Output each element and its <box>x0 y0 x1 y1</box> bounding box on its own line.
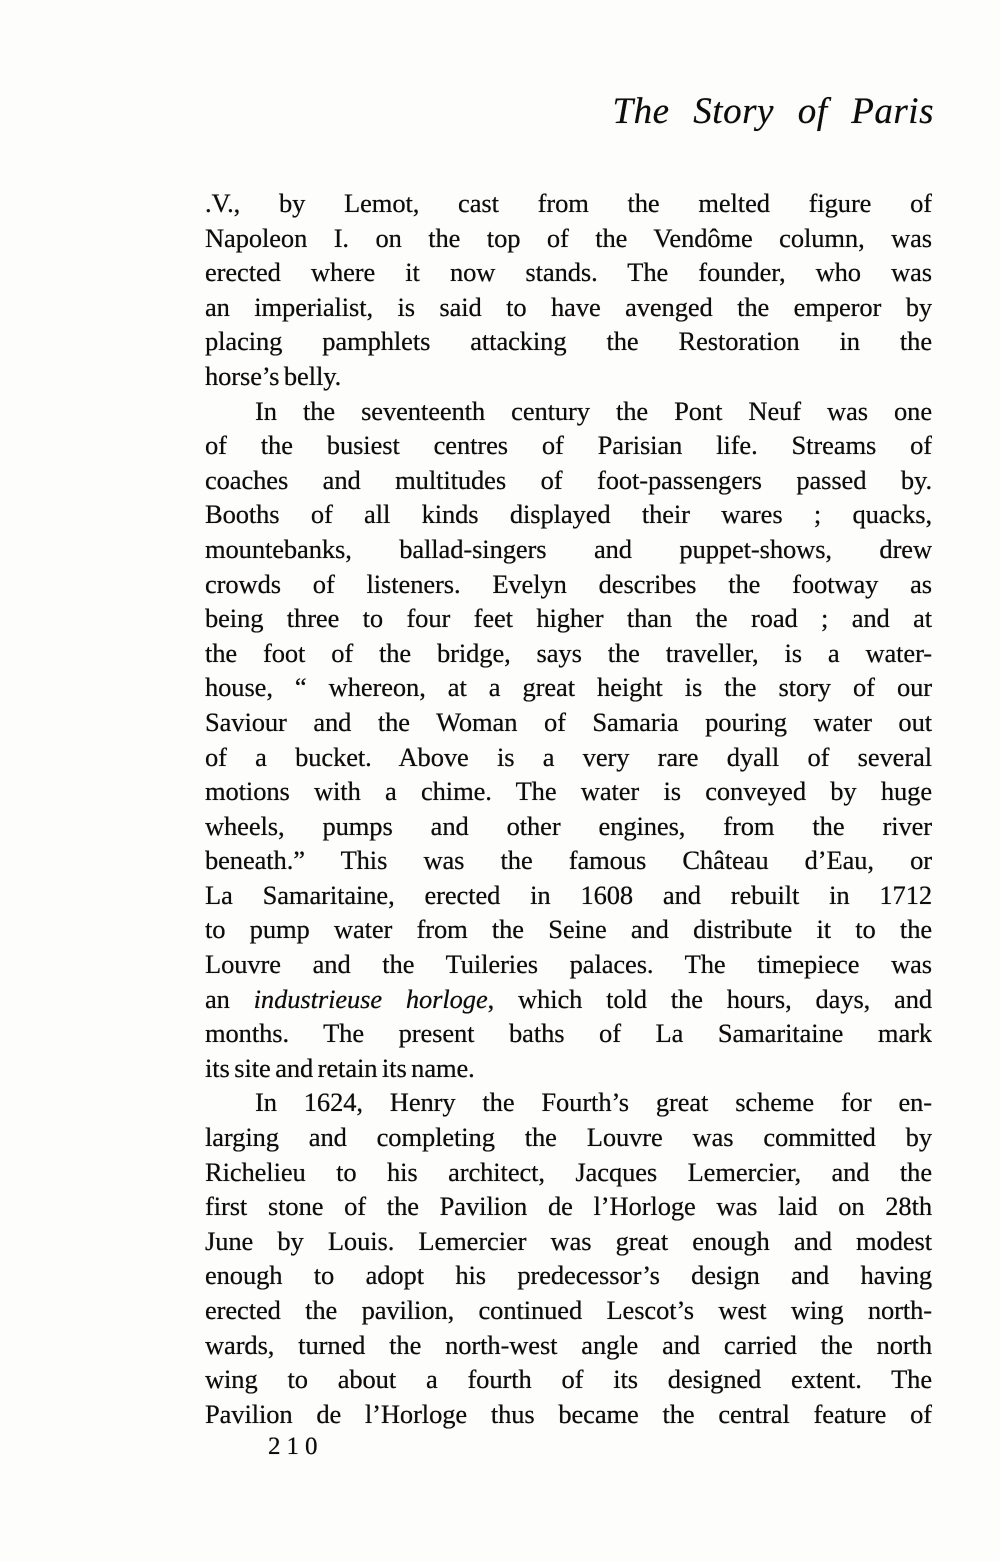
text-line <box>205 290 932 325</box>
text-run: In the seventeenth century the Pont Neuf was one <box>255 395 932 426</box>
text-line <box>205 394 932 429</box>
text-line <box>205 1016 932 1051</box>
body-text <box>205 186 932 1431</box>
text-run: larging and completing the Louvre was committed by <box>205 1122 932 1153</box>
text-run: being three to four feet higher than the road ; and at <box>205 603 932 634</box>
text-line <box>205 567 932 602</box>
text-line <box>205 1085 932 1120</box>
text-run: Booths of all kinds displayed their wares ; quacks, <box>205 499 932 530</box>
text-line <box>205 463 932 498</box>
text-line <box>205 186 932 221</box>
text-run: June by Louis. Lemercier was great enough and modest <box>205 1225 932 1256</box>
text-line <box>205 324 932 359</box>
paragraph <box>205 1085 932 1431</box>
text-run: motions with a chime. The water is conveyed by huge <box>205 776 932 807</box>
page-number: 210 <box>268 1433 324 1460</box>
text-line <box>205 947 932 982</box>
text-run: an <box>205 983 254 1014</box>
text-run: .V., by Lemot, cast from the melted figure of <box>205 188 932 218</box>
text-line <box>205 1189 932 1224</box>
page-title: The Story of Paris <box>612 91 934 132</box>
running-header <box>613 90 935 134</box>
text-line <box>205 601 932 636</box>
text-run: months. The present baths of La Samaritaine mark <box>205 1018 932 1049</box>
text-run: house, “ whereon, at a great height is the story of our <box>205 672 932 703</box>
italic-phrase: industrieuse horloge <box>253 983 488 1014</box>
text-run: wheels, pumps and other engines, from the river <box>205 810 932 841</box>
text-line <box>205 1155 932 1190</box>
text-line <box>205 1293 932 1328</box>
text-run: Richelieu to his architect, Jacques Lemercier, and the <box>205 1156 932 1187</box>
text-run: In 1624, Henry the Fourth’s great scheme for en- <box>255 1087 932 1118</box>
text-line <box>205 255 932 290</box>
text-run: an imperialist, is said to have avenged the emperor by <box>205 291 932 322</box>
paragraph <box>205 394 932 1086</box>
text-line <box>205 221 932 256</box>
text-run: wards, turned the north-west angle and carried the north <box>205 1329 932 1360</box>
text-run: erected where it now stands. The founder, who was <box>205 257 932 288</box>
text-run: Napoleon I. on the top of the Vendôme column, was <box>205 222 932 253</box>
text-run: La Samaritaine, erected in 1608 and rebuilt in 1712 <box>205 879 932 910</box>
text-run: coaches and multitudes of foot-passengers passed by. <box>205 464 932 495</box>
text-line <box>205 497 932 532</box>
paragraph <box>205 186 932 394</box>
text-run: of a bucket. Above is a very rare dyall of several <box>205 741 932 772</box>
text-line <box>205 1258 932 1293</box>
text-line <box>205 1120 932 1155</box>
text-line <box>205 809 932 844</box>
text-run: beneath.” This was the famous Château d’Eau, or <box>205 845 932 876</box>
text-run: the foot of the bridge, says the traveller, is a water- <box>205 637 932 668</box>
text-run: mountebanks, ballad-singers and puppet-shows, drew <box>205 533 932 564</box>
text-run: its site and retain its name. <box>205 1052 475 1083</box>
text-run: erected the pavilion, continued Lescot’s west wing north- <box>205 1295 932 1325</box>
text-line <box>205 912 932 947</box>
text-line <box>205 1051 932 1086</box>
text-run: of the busiest centres of Parisian life. Streams of <box>205 430 932 461</box>
text-run: first stone of the Pavilion de l’Horloge was laid on 28th <box>205 1191 932 1222</box>
text-run: Louvre and the Tuileries palaces. The timepiece was <box>205 949 932 980</box>
text-run: horse’s belly. <box>205 360 342 391</box>
text-line <box>205 878 932 913</box>
text-line <box>205 359 932 394</box>
text-line <box>205 774 932 809</box>
text-line <box>205 636 932 671</box>
text-line <box>205 740 932 775</box>
text-run: Pavilion de l’Horloge thus became the central feature of <box>205 1398 932 1429</box>
text-run: Saviour and the Woman of Samaria pouring water out <box>205 706 932 737</box>
text-run: placing pamphlets attacking the Restoration in the <box>205 326 932 357</box>
text-line <box>205 843 932 878</box>
text-line <box>205 532 932 567</box>
text-run: to pump water from the Seine and distribute it to the <box>205 914 932 945</box>
text-run: enough to adopt his predecessor’s design and having <box>205 1260 932 1291</box>
text-line <box>205 705 932 740</box>
text-line <box>205 670 932 705</box>
text-line <box>205 1397 932 1432</box>
text-run: crowds of listeners. Evelyn describes the footway as <box>205 568 932 599</box>
text-line <box>205 1328 932 1363</box>
text-line <box>205 428 932 463</box>
text-line <box>205 1362 932 1397</box>
text-line <box>205 982 932 1017</box>
text-run: , which told the hours, days, and <box>487 983 932 1014</box>
text-run: wing to about a fourth of its designed extent. The <box>205 1364 932 1395</box>
text-line <box>205 1224 932 1259</box>
